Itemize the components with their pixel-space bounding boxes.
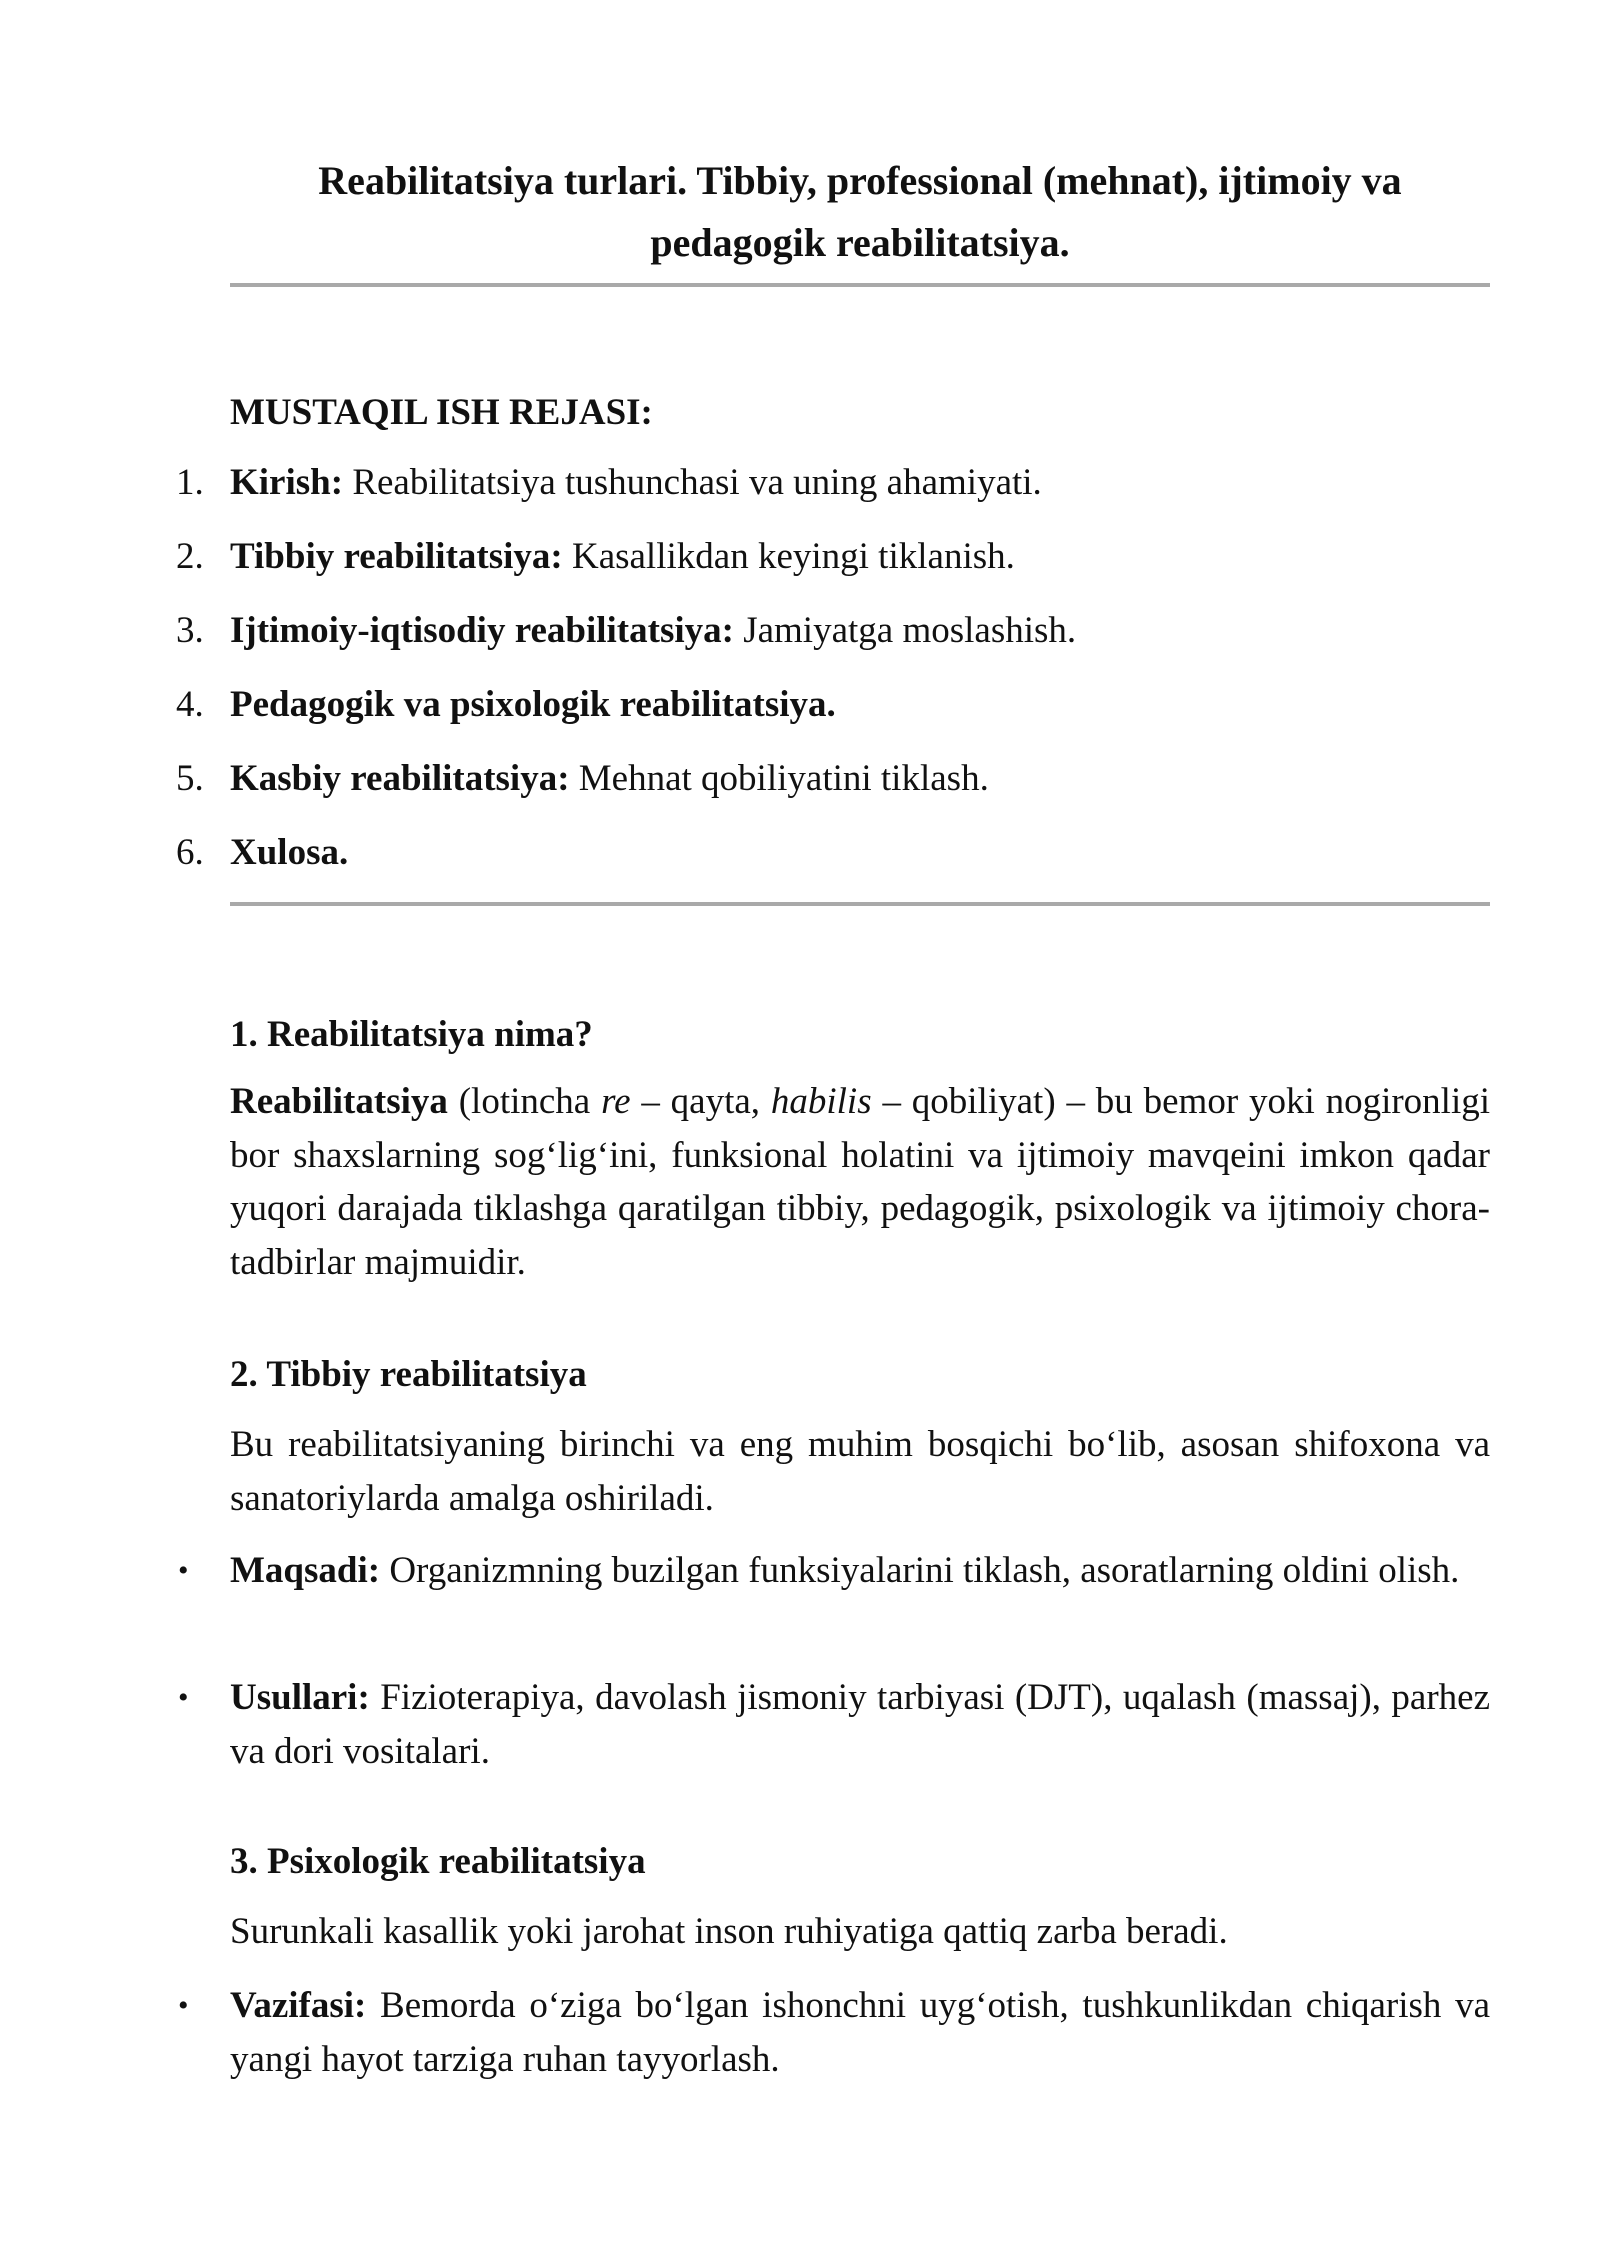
plan-item-number: 1.: [176, 462, 204, 503]
plan-item: [0, 532, 1600, 606]
plan-item-title: Kirish:: [230, 462, 344, 503]
plan-item-text: Reabilitatsiya tushunchasi va uning ahamiyati.: [343, 462, 1042, 503]
plan-item-text: Jamiyatga moslashish.: [733, 610, 1077, 651]
definition-text: (lotincha: [447, 1081, 602, 1122]
plan-item-title: Kasbiy reabilitatsiya:: [230, 758, 570, 799]
plan-divider: [230, 902, 1490, 906]
plan-item: [0, 680, 1600, 754]
title-line-1: Reabilitatsiya turlari. Tibbiy, professional (mehnat), ijtimoiy va: [318, 158, 1402, 203]
section-3-heading: 3. Psixologik reabilitatsiya: [230, 1841, 646, 1882]
definition-text: – qobiliyat) – bu bemor yoki nogironligi bor shaxslarning sog‘lig‘ini, funksional holatini va ijtimoiy mavqeini imkon qadar yuqori darajada tiklashga qaratilgan tibbiy, pedagogik, psixologik va ijtimoiy chora-tadbirlar majmuidir.: [230, 1081, 1491, 1283]
bullet-label: Maqsadi:: [230, 1550, 381, 1591]
bullet-label: Vazifasi:: [230, 1985, 367, 2026]
plan-item: [0, 754, 1600, 828]
plan-item-number: 5.: [176, 758, 204, 799]
section-3-intro: Surunkali kasallik yoki jarohat inson ruhiyatiga qattiq zarba beradi.: [230, 1911, 1228, 1952]
plan-item-number: 4.: [176, 684, 204, 725]
bullet-text: Fizioterapiya, davolash jismoniy tarbiyasi (DJT), uqalash (massaj), parhez va dori vositalari.: [230, 1677, 1490, 1772]
plan-item: [0, 828, 1600, 902]
plan-item-title: Ijtimoiy-iqtisodiy reabilitatsiya:: [230, 610, 734, 651]
plan-heading: MUSTAQIL ISH REJASI:: [230, 392, 653, 433]
bullet-label: Usullari:: [230, 1677, 370, 1718]
title-divider: [230, 283, 1490, 287]
section-1-heading: 1. Reabilitatsiya nima?: [230, 1014, 593, 1055]
section-2-intro: Bu reabilitatsiyaning birinchi va eng muhim bosqichi bo‘lib, asosan shifoxona va sanatoriylarda amalga oshiriladi.: [230, 1424, 1490, 1519]
bullet-text: Organizmning buzilgan funksiyalarini tiklash, asoratlarning oldini olish.: [380, 1550, 1460, 1591]
bullet-icon: •: [178, 1989, 189, 2022]
plan-item: [0, 606, 1600, 680]
plan-item-number: 3.: [176, 610, 204, 651]
plan-item-title: Pedagogik va psixologik reabilitatsiya.: [230, 684, 836, 725]
bullet-item: [230, 1979, 1490, 2086]
document-title: [230, 150, 1490, 274]
section-2-heading: 2. Tibbiy reabilitatsiya: [230, 1354, 587, 1395]
latin-word-re: re: [601, 1081, 631, 1122]
plan-item-number: 6.: [176, 832, 204, 873]
bullet-item: [230, 1544, 1490, 1598]
plan-item-text: Kasallikdan keyingi tiklanish.: [562, 536, 1015, 577]
bullet-text: Bemorda o‘ziga bo‘lgan ishonchni uyg‘otish, tushkunlikdan chiqarish va yangi hayot tarziga ruhan tayyorlash.: [230, 1985, 1490, 2080]
section-1-paragraph: [230, 1075, 1490, 1289]
plan-item: [0, 458, 1600, 532]
title-line-2: pedagogik reabilitatsiya.: [650, 220, 1070, 265]
bullet-item: [230, 1671, 1490, 1778]
plan-item-title: Xulosa.: [230, 832, 349, 873]
plan-item-text: Mehnat qobiliyatini tiklash.: [569, 758, 989, 799]
definition-term: Reabilitatsiya: [230, 1081, 448, 1122]
definition-text: – qayta,: [630, 1081, 771, 1122]
plan-item-title: Tibbiy reabilitatsiya:: [230, 536, 563, 577]
latin-word-habilis: habilis: [770, 1081, 872, 1122]
bullet-icon: •: [178, 1554, 189, 1587]
plan-list: [0, 458, 1600, 902]
bullet-icon: •: [178, 1681, 189, 1714]
plan-item-number: 2.: [176, 536, 204, 577]
